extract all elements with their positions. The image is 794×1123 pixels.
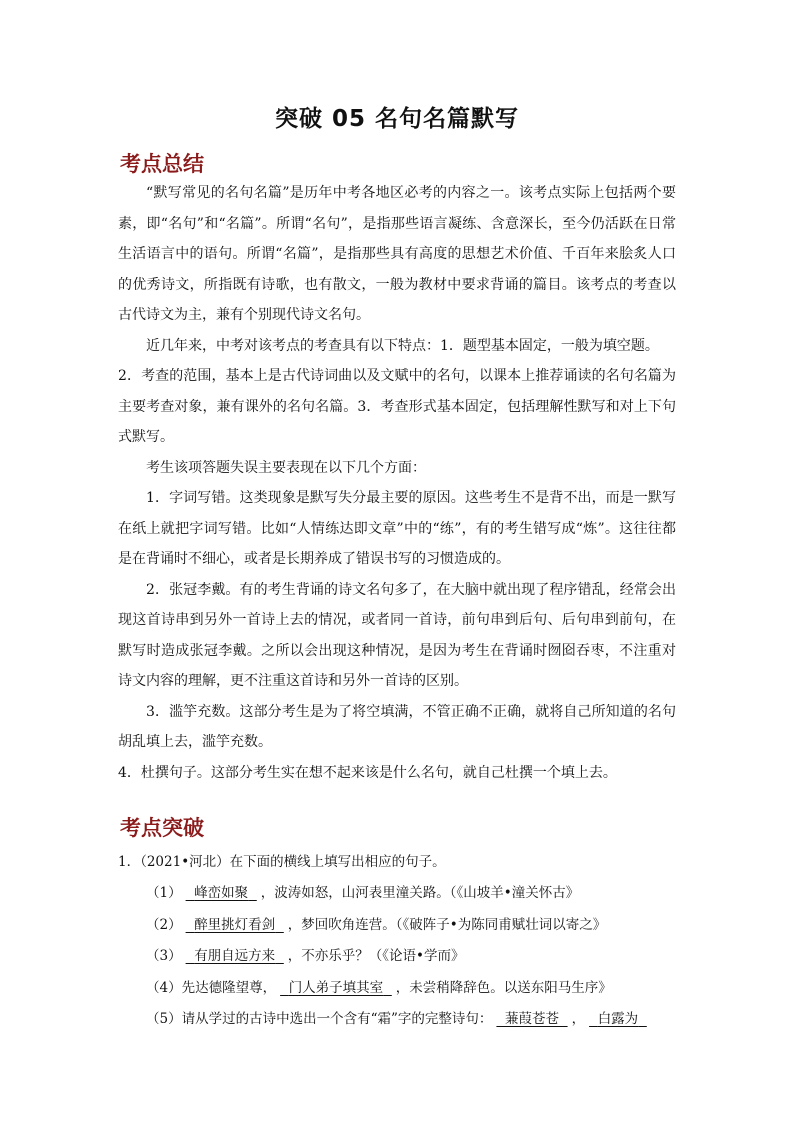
item-number: （1） [146,885,182,901]
item-text: ，未尝稍降辞色。以送东阳马生序》 [395,979,612,996]
answer-blank: 有朋自远方来 [194,948,276,964]
item-number: （3） [146,948,182,964]
page-title: 突破 05 名句名篇默写 [274,106,520,132]
summary-paragraph: 2．考查的范围，基本上是古代诗词曲以及文赋中的名句，以课本上推荐诵读的名句名篇为主要考查对象，兼有课外的名句名篇。3．考查形式基本固定，包括理解性默写和对上下句式默写。 [118,368,676,445]
question-item-5 [146,1006,686,1038]
question-item-3 [146,943,686,975]
summary-body [118,178,676,788]
summary-paragraph: 2．张冠李戴。有的考生背诵的诗文名句多了，在大脑中就出现了程序错乱，经常会出现这首诗串到另外一首诗上去的情况，或者同一首诗，前句串到后句、后句串到前句，在默写时造成张冠李戴。之所以会出现这种情况，是因为考生在背诵时囫囵吞枣，不注重对诗文内容的理解，更不注重这首诗和另外一首诗的区别。 [118,581,676,689]
question-item-2 [146,912,686,944]
summary-paragraph: 考生该项答题失误主要表现在以下几个方面： [146,459,426,476]
question-list [146,880,686,1038]
answer-blank: 峰峦如聚 [194,885,249,901]
summary-paragraph: 3．滥竽充数。这部分考生是为了将空填满，不管正确不正确，就将自己所知道的名句胡乱填上去，滥竽充数。 [118,703,676,750]
summary-paragraph: 4．杜撰句子。这部分考生实在想不起来该是什么名句，就自己杜撰一个填上去。 [118,764,617,781]
summary-paragraph: 1．字词写错。这类现象是默写失分最主要的原因。这些考生不是背不出，而是一默写在纸上就把字词写错。比如“人情练达即文章”中的“练”，有的考生错写成“炼”。这往往都是在背诵时不细心，或者是长期养成了错误书写的习惯造成的。 [118,490,676,567]
item-number: （5） [146,1011,182,1027]
question-item-4 [146,975,686,1007]
summary-paragraph: “默写常见的名句名篇”是历年中考各地区必考的内容之一。该考点实际上包括两个要素，即“名句”和“名篇”。所谓“名句”，是指那些语言凝练、含意深长，至今仍活跃在日常生活语言中的语句。所谓“名篇”，是指那些具有高度的思想艺术价值、千百年来脍炙人口的优秀诗文，所指既有诗歌，也有散文，一般为教材中要求背诵的篇目。该考点的考查以古代诗文为主，兼有个别现代诗文名句。 [118,185,676,323]
answer-blank: 门人弟子填其室 [288,979,384,996]
question-heading: 1．（2021•河北）在下面的横线上填写出相应的句子。 [118,854,446,870]
question-item-1 [146,880,686,912]
item-text: ，波涛如怒，山河表里潼关路。（《山坡羊•潼关怀古》 [260,885,580,901]
item-number: （4） [146,979,182,996]
answer-blank: 白露为 [597,1011,639,1027]
item-text: ， [571,1011,586,1027]
item-text: ，梦回吹角连营。（《破阵子•为陈同甫赋壮词以寄之》 [287,916,607,933]
answer-blank: 醉里挑灯看剑 [194,916,276,933]
item-text: 请从学过的古诗中选出一个含有“霜”字的完整诗句： [181,1011,493,1027]
answer-blank: 蒹葭苍苍 [505,1011,559,1027]
section-heading-summary: 考点总结 [120,152,204,176]
item-text: ，不亦乐乎？（《论语•学而》 [287,948,465,964]
item-text: 先达德隆望尊， [181,979,277,996]
item-number: （2） [146,916,182,933]
summary-paragraph: 近几年来，中考对该考点的考查具有以下特点：1．题型基本固定，一般为填空题。 [146,337,659,354]
section-heading-breakthrough: 考点突破 [120,816,204,840]
